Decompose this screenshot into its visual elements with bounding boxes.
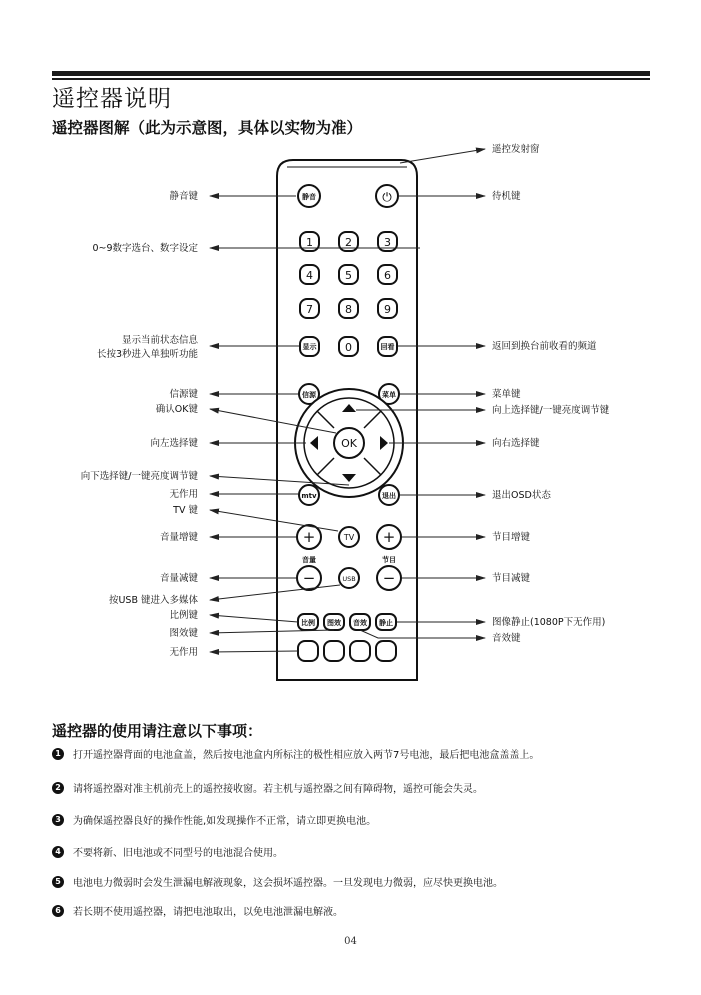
note-text: 请将遥控器对准主机前壳上的遥控接收窗。若主机与遥控器之间有障碍物，遥控可能会失灵。 — [73, 784, 483, 795]
note-text: 为确保遥控器良好的操作性能,如发现操作不正常，请立即更换电池。 — [73, 816, 377, 827]
digit-button-9[interactable] — [378, 299, 397, 318]
channel-up-button[interactable] — [377, 525, 401, 549]
svg-text:比例: 比例 — [301, 619, 315, 627]
dpad — [295, 389, 403, 497]
page-title: 遥控器说明 — [52, 86, 172, 112]
ok-button[interactable] — [334, 428, 364, 458]
svg-text:OK: OK — [341, 437, 357, 450]
svg-text:+: + — [382, 528, 396, 546]
usb-button[interactable] — [339, 568, 359, 588]
svg-text:5: 5 — [345, 269, 352, 282]
note-item — [52, 903, 343, 918]
note-number-badge: 1 — [52, 748, 64, 760]
svg-text:退出: 退出 — [382, 492, 396, 500]
label-recall: 返回到换台前收看的频道 — [492, 341, 597, 352]
svg-text:2: 2 — [345, 236, 352, 249]
svg-text:USB: USB — [342, 575, 356, 583]
power-button[interactable] — [376, 185, 398, 207]
label-tv: TV 键 — [173, 505, 198, 516]
channel-down-button[interactable] — [377, 566, 401, 590]
label-sound: 音效键 — [492, 633, 521, 644]
note-number-badge: 6 — [52, 905, 64, 917]
color-key-1[interactable] — [298, 641, 318, 661]
digit-button-4[interactable] — [300, 265, 319, 284]
page-number: 04 — [344, 936, 357, 947]
svg-text:4: 4 — [306, 269, 313, 282]
label-down: 向下选择键/一键亮度调节键 — [80, 471, 198, 482]
digit-button-8[interactable] — [339, 299, 358, 318]
svg-text:TV: TV — [343, 533, 355, 542]
tv-button[interactable] — [339, 527, 359, 547]
label-exit: 退出OSD状态 — [492, 490, 551, 501]
digit-button-0[interactable] — [339, 337, 358, 356]
svg-text:静止: 静止 — [379, 619, 393, 627]
note-text: 若长期不使用遥控器，请把电池取出，以免电池泄漏电解液。 — [73, 907, 343, 918]
label-ok: 确认OK键 — [155, 404, 198, 415]
note-item — [52, 746, 539, 761]
picture-mode-button[interactable] — [324, 614, 344, 630]
svg-text:音效: 音效 — [353, 619, 367, 627]
label-display-line1: 显示当前状态信息 — [121, 335, 198, 346]
color-key-2[interactable] — [324, 641, 344, 661]
svg-text:图效: 图效 — [327, 619, 341, 627]
label-picture: 图效键 — [169, 628, 198, 639]
digit-button-6[interactable] — [378, 265, 397, 284]
label-ratio: 比例键 — [169, 610, 198, 621]
sound-mode-button[interactable] — [350, 614, 370, 630]
label-usb: 按USB 键进入多媒体 — [108, 595, 198, 606]
note-item — [52, 780, 483, 795]
label-standby: 待机键 — [492, 191, 521, 202]
label-source: 信源键 — [169, 389, 198, 400]
channel-label: 节目 — [382, 556, 396, 564]
freeze-button[interactable] — [376, 614, 396, 630]
display-button[interactable] — [300, 337, 319, 356]
label-ch-up: 节目增键 — [492, 532, 531, 543]
digit-button-7[interactable] — [300, 299, 319, 318]
label-vol-down: 音量减键 — [159, 573, 198, 584]
svg-text:+: + — [302, 528, 316, 546]
note-item — [52, 812, 376, 827]
note-number-badge: 4 — [52, 846, 64, 858]
volume-label: 音量 — [302, 556, 316, 564]
note-text: 打开遥控器背面的电池盒盖，然后按电池盒内所标注的极性相应放入两节7号电池，最后把电池盒盖盖上。 — [73, 750, 540, 761]
label-up: 向上选择键/一键亮度调节键 — [492, 405, 610, 416]
svg-text:7: 7 — [306, 303, 313, 316]
label-freeze: 图像静止(1080P下无作用) — [492, 617, 606, 628]
svg-text:静音: 静音 — [302, 193, 316, 201]
label-left: 向左选择键 — [150, 438, 198, 449]
svg-text:8: 8 — [345, 303, 352, 316]
label-no-function-1: 无作用 — [169, 489, 198, 500]
note-item — [52, 844, 283, 859]
svg-text:回看: 回看 — [380, 343, 395, 351]
note-number-badge: 3 — [52, 814, 64, 826]
exit-button[interactable] — [379, 485, 399, 505]
svg-text:菜单: 菜单 — [382, 391, 396, 399]
svg-text:显示: 显示 — [302, 343, 317, 351]
volume-down-button[interactable] — [297, 566, 321, 590]
svg-text:3: 3 — [384, 236, 391, 249]
ratio-button[interactable] — [298, 614, 318, 630]
color-key-4[interactable] — [376, 641, 396, 661]
notes-title: 遥控器的使用请注意以下事项： — [52, 722, 263, 740]
power-icon: ⏻ — [382, 190, 392, 204]
mute-button[interactable] — [298, 185, 320, 207]
note-text: 电池电力微弱时会发生泄漏电解液现象，这会损坏遥控器。一旦发现电力微弱，应尽快更换电池。 — [73, 878, 503, 889]
label-no-function-2: 无作用 — [169, 647, 198, 658]
mtv-button[interactable] — [299, 485, 319, 505]
label-digits: 0~9数字选台、数字设定 — [92, 243, 198, 254]
note-number-badge: 5 — [52, 876, 64, 888]
label-mute: 静音键 — [169, 191, 198, 202]
svg-text:6: 6 — [384, 269, 391, 282]
svg-text:9: 9 — [384, 303, 391, 316]
note-item — [52, 874, 503, 889]
svg-text:−: − — [382, 569, 396, 587]
color-key-3[interactable] — [350, 641, 370, 661]
svg-text:−: − — [302, 569, 316, 587]
label-menu: 菜单键 — [492, 389, 521, 400]
svg-text:信源: 信源 — [302, 391, 316, 399]
label-display-line2: 长按3秒进入单独听功能 — [96, 349, 198, 360]
svg-text:1: 1 — [306, 236, 313, 249]
label-vol-up: 音量增键 — [159, 532, 198, 543]
note-number-badge: 2 — [52, 782, 64, 794]
svg-text:0: 0 — [345, 341, 352, 354]
recall-button[interactable] — [378, 337, 397, 356]
volume-up-button[interactable] — [297, 525, 321, 549]
label-right: 向右选择键 — [492, 438, 540, 449]
diagram-subtitle: 遥控器图解（此为示意图，具体以实物为准） — [52, 119, 363, 137]
label-ir: 遥控发射窗 — [492, 144, 540, 155]
note-text: 不要将新、旧电池或不同型号的电池混合使用。 — [73, 848, 283, 859]
digit-button-5[interactable] — [339, 265, 358, 284]
svg-text:mtv: mtv — [301, 492, 317, 500]
label-ch-down: 节目减键 — [492, 573, 531, 584]
